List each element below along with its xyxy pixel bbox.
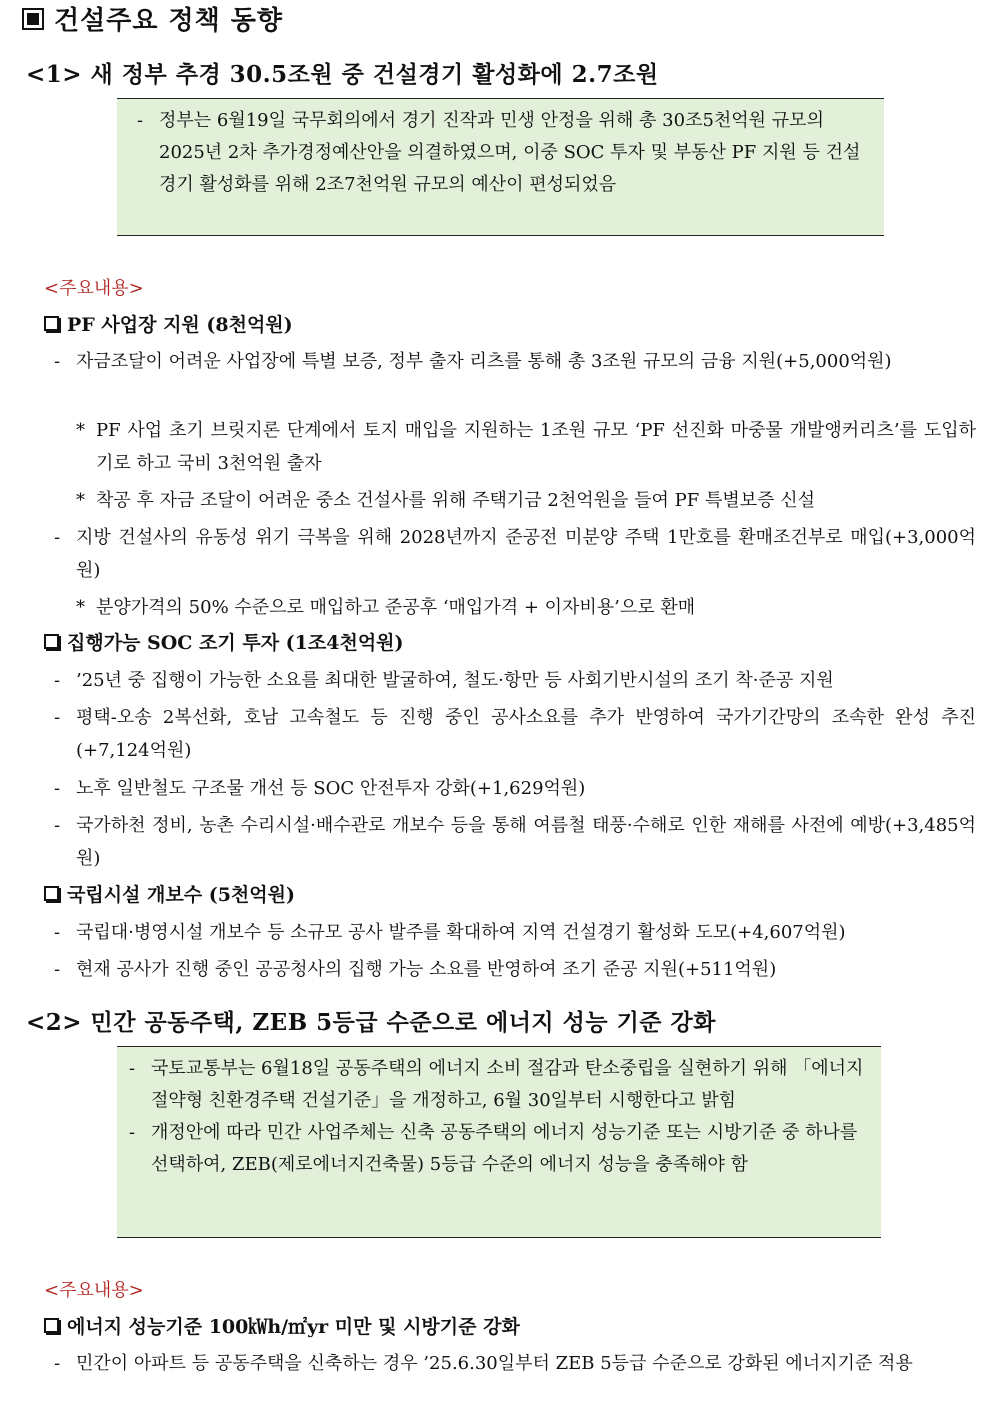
bullet-item xyxy=(54,916,976,949)
bullet-text: 민간이 아파트 등 공동주택을 신축하는 경우 ’25.6.30일부터 ZEB 5등급 수준으로 강화된 에너지기준 적용 xyxy=(76,1353,913,1374)
bullet-text: 평택-오송 2복선화, 호남 고속철도 등 진행 중인 공사소요를 추가 반영하여 국가기간망의 조속한 완성 추진(+7,124억원) xyxy=(76,707,976,761)
summary-line xyxy=(127,1053,869,1117)
item-heading-pf xyxy=(44,310,293,337)
bullet-item xyxy=(54,1347,976,1380)
page-title xyxy=(22,0,283,37)
bullet-item xyxy=(54,772,976,805)
item-heading-text: PF 사업장 지원 (8천억원) xyxy=(67,314,293,336)
filled-square-icon xyxy=(22,8,44,30)
dash-mark: - xyxy=(54,922,61,943)
bullet-text: 국가하천 정비, 농촌 수리시설·배수관로 개보수 등을 통해 여름철 태풍·수해로 인한 재해를 사전에 예방(+3,485억원) xyxy=(76,815,976,869)
bullet-item xyxy=(54,809,976,875)
item-heading-text: 집행가능 SOC 조기 투자 (1조4천억원) xyxy=(67,632,404,654)
bullet-text: 지방 건설사의 유동성 위기 극복을 위해 2028년까지 준공전 미분양 주택 1만호를 환매조건부로 매입(+3,000억원) xyxy=(76,527,976,581)
note-text: 분양가격의 50% 수준으로 매입하고 준공후 ‘매입가격 + 이자비용’으로 환매 xyxy=(96,597,696,618)
bullet-text: 자금조달이 어려운 사업장에 특별 보증, 정부 출자 리츠를 통해 총 3조원 규모의 금융 지원(+5,000억원) xyxy=(76,351,892,372)
bullet-text: 현재 공사가 진행 중인 공공청사의 집행 가능 소요를 반영하여 조기 준공 지원(+511억원) xyxy=(76,959,777,980)
section2-main-label: <주요내용> xyxy=(44,1280,144,1301)
checkbox-square-icon xyxy=(44,316,59,331)
dash-mark: - xyxy=(137,110,144,131)
item-heading-soc xyxy=(44,628,404,655)
section1-main-label: <주요내용> xyxy=(44,278,144,299)
bullet-item xyxy=(54,521,976,587)
section2-heading: <2> 민간 공동주택, ZEB 5등급 수준으로 에너지 성능 기준 강화 xyxy=(26,1009,716,1036)
bullet-item xyxy=(54,664,976,697)
section1-summary-box xyxy=(117,98,884,236)
note-item xyxy=(76,591,976,624)
item-heading-energy xyxy=(44,1312,520,1339)
item-heading-text: 국립시설 개보수 (5천억원) xyxy=(67,884,295,906)
dash-mark: - xyxy=(54,351,61,372)
bullet-item xyxy=(54,345,976,378)
section2-summary-box xyxy=(117,1046,881,1238)
bullet-text: 국립대·병영시설 개보수 등 소규모 공사 발주를 확대하여 지역 건설경기 활성화 도모(+4,607억원) xyxy=(76,922,846,943)
item-heading-facilities xyxy=(44,880,295,907)
dash-mark: - xyxy=(129,1122,136,1143)
checkbox-square-icon xyxy=(44,886,59,901)
summary-line xyxy=(135,105,872,201)
note-item xyxy=(76,414,976,480)
asterisk-mark: * xyxy=(76,597,85,618)
checkbox-square-icon xyxy=(44,634,59,649)
section1-heading: <1> 새 정부 추경 30.5조원 중 건설경기 활성화에 2.7조원 xyxy=(26,61,659,88)
summary-line xyxy=(127,1117,869,1181)
page-title-text: 건설주요 정책 동향 xyxy=(54,6,284,36)
item-heading-text: 에너지 성능기준 100㎾h/㎡yr 미만 및 시방기준 강화 xyxy=(67,1316,520,1338)
dash-mark: - xyxy=(54,778,61,799)
summary-text: 국토교통부는 6월18일 공동주택의 에너지 소비 절감과 탄소중립을 실현하기 위해 「에너지절약형 친환경주택 건설기준」을 개정하고, 6월 30일부터 시행한다고 밝힘 xyxy=(151,1058,864,1111)
bullet-item xyxy=(54,701,976,767)
dash-mark: - xyxy=(129,1058,136,1079)
dash-mark: - xyxy=(54,959,61,980)
note-text: PF 사업 초기 브릿지론 단계에서 토지 매입을 지원하는 1조원 규모 ‘PF 선진화 마중물 개발앵커리츠’를 도입하기로 하고 국비 3천억원 출자 xyxy=(96,420,976,474)
dash-mark: - xyxy=(54,707,61,728)
summary-text: 정부는 6월19일 국무회의에서 경기 진작과 민생 안정을 위해 총 30조5천억원 규모의 2025년 2차 추가경정예산안을 의결하였으며, 이중 SOC 투자 및 부동산 PF 지원 등 건설경기 활성화를 위해 2조7천억원 규모의 예산이 편성되었음 xyxy=(159,110,861,195)
dash-mark: - xyxy=(54,670,61,691)
summary-text: 개정안에 따라 민간 사업주체는 신축 공동주택의 에너지 성능기준 또는 시방기준 중 하나를 선택하여, ZEB(제로에너지건축물) 5등급 수준의 에너지 성능을 충족해야 함 xyxy=(151,1122,858,1175)
dash-mark: - xyxy=(54,1353,61,1374)
asterisk-mark: * xyxy=(76,420,85,441)
bullet-text: 노후 일반철도 구조물 개선 등 SOC 안전투자 강화(+1,629억원) xyxy=(76,778,586,799)
dash-mark: - xyxy=(54,527,61,548)
checkbox-square-icon xyxy=(44,1318,59,1333)
note-text: 착공 후 자금 조달이 어려운 중소 건설사를 위해 주택기금 2천억원을 들여 PF 특별보증 신설 xyxy=(96,490,816,511)
asterisk-mark: * xyxy=(76,490,85,511)
note-item xyxy=(76,484,976,517)
dash-mark: - xyxy=(54,815,61,836)
bullet-text: ’25년 중 집행이 가능한 소요를 최대한 발굴하여, 철도·항만 등 사회기반시설의 조기 착·준공 지원 xyxy=(76,670,834,691)
bullet-item xyxy=(54,953,976,986)
